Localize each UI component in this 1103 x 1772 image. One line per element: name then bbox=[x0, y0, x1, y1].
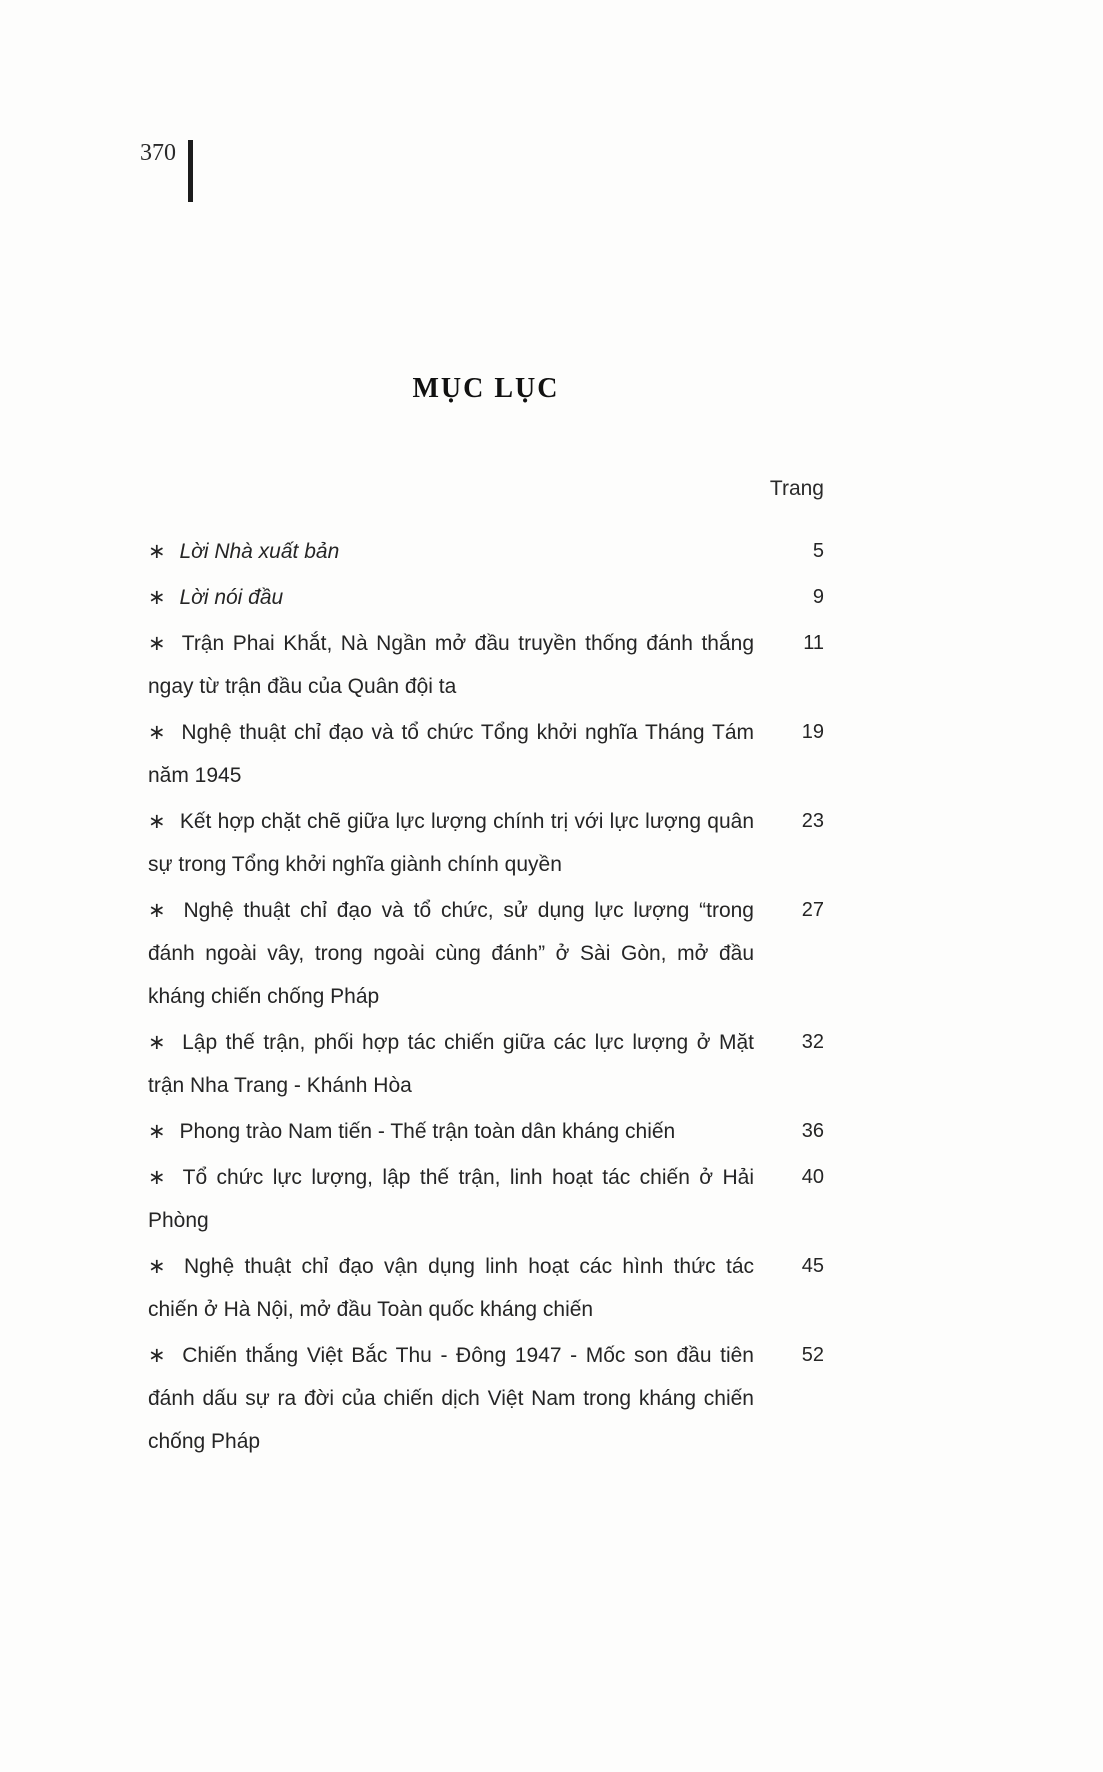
entry-page-number: 5 bbox=[812, 540, 824, 562]
toc-entry bbox=[148, 711, 824, 797]
entry-title: Lời Nhà xuất bản bbox=[179, 540, 340, 563]
asterisk-marker: ∗ bbox=[148, 632, 166, 655]
page-column-label: Trang bbox=[769, 477, 824, 500]
entry-text-block bbox=[148, 1156, 754, 1242]
asterisk-marker: ∗ bbox=[148, 1031, 166, 1054]
entry-page-number: 32 bbox=[801, 1031, 824, 1053]
entry-title: Nghệ thuật chỉ đạo và tổ chức, sử dụng lực lượng “trong đánh ngoài vây, trong ngoài cùng đánh” ở Sài Gòn, mở đầu kháng chiến chống Pháp bbox=[148, 899, 754, 1008]
entry-page-number: 19 bbox=[801, 721, 824, 743]
entry-page-number: 27 bbox=[801, 899, 824, 921]
entry-page-number: 36 bbox=[801, 1120, 824, 1142]
entry-text-block bbox=[148, 1245, 754, 1331]
entry-title: Chiến thắng Việt Bắc Thu - Đông 1947 - Mốc son đầu tiên đánh dấu sự ra đời của chiến dịch Việt Nam trong kháng chiến chống Pháp bbox=[148, 1344, 754, 1453]
entry-text-block bbox=[148, 622, 754, 708]
entry-title: Tổ chức lực lượng, lập thế trận, linh hoạt tác chiến ở Hải Phòng bbox=[148, 1166, 754, 1232]
asterisk-marker: ∗ bbox=[148, 1120, 166, 1143]
asterisk-marker: ∗ bbox=[148, 810, 166, 833]
toc-entry bbox=[148, 1021, 824, 1107]
toc-entry bbox=[148, 1334, 824, 1463]
entry-page-number: 23 bbox=[801, 810, 824, 832]
folio-number: 370 bbox=[140, 140, 176, 166]
entry-page-number: 9 bbox=[812, 586, 824, 608]
entry-title: Phong trào Nam tiến - Thế trận toàn dân kháng chiến bbox=[179, 1120, 676, 1143]
entry-page-number: 11 bbox=[803, 632, 824, 654]
entry-text-block bbox=[148, 889, 754, 1018]
entry-page-number: 52 bbox=[801, 1344, 824, 1366]
toc-content bbox=[148, 0, 824, 1466]
asterisk-marker: ∗ bbox=[148, 1344, 166, 1367]
toc-entries-list bbox=[148, 530, 824, 1463]
toc-entry bbox=[148, 530, 824, 573]
entry-title: Nghệ thuật chỉ đạo và tổ chức Tổng khởi nghĩa Tháng Tám năm 1945 bbox=[148, 721, 754, 787]
entry-text-block bbox=[148, 530, 754, 573]
toc-entry bbox=[148, 1110, 824, 1153]
toc-entry bbox=[148, 1156, 824, 1242]
toc-entry bbox=[148, 889, 824, 1018]
toc-entry bbox=[148, 1245, 824, 1331]
entry-title: Trận Phai Khắt, Nà Ngần mở đầu truyền thống đánh thắng ngay từ trận đầu của Quân đội ta bbox=[148, 632, 754, 698]
entry-title: Kết hợp chặt chẽ giữa lực lượng chính trị với lực lượng quân sự trong Tổng khởi nghĩa giành chính quyền bbox=[148, 810, 754, 876]
entry-text-block bbox=[148, 1110, 754, 1153]
entry-page-number: 45 bbox=[801, 1255, 824, 1277]
asterisk-marker: ∗ bbox=[148, 540, 166, 563]
asterisk-marker: ∗ bbox=[148, 721, 166, 744]
entry-title: Lời nói đầu bbox=[179, 586, 284, 609]
entry-title: Lập thế trận, phối hợp tác chiến giữa các lực lượng ở Mặt trận Nha Trang - Khánh Hòa bbox=[148, 1031, 754, 1097]
entry-title: Nghệ thuật chỉ đạo vận dụng linh hoạt các hình thức tác chiến ở Hà Nội, mở đầu Toàn quốc kháng chiến bbox=[148, 1255, 754, 1321]
toc-title: MỤC LỤC bbox=[412, 373, 560, 404]
asterisk-marker: ∗ bbox=[148, 586, 166, 609]
entry-text-block bbox=[148, 711, 754, 797]
entry-text-block bbox=[148, 800, 754, 886]
asterisk-marker: ∗ bbox=[148, 899, 166, 922]
toc-entry bbox=[148, 800, 824, 886]
asterisk-marker: ∗ bbox=[148, 1166, 166, 1189]
asterisk-marker: ∗ bbox=[148, 1255, 166, 1278]
entry-page-number: 40 bbox=[801, 1166, 824, 1188]
toc-entry bbox=[148, 576, 824, 619]
entry-text-block bbox=[148, 1334, 754, 1463]
toc-entry bbox=[148, 622, 824, 708]
entry-text-block bbox=[148, 576, 754, 619]
entry-text-block bbox=[148, 1021, 754, 1107]
